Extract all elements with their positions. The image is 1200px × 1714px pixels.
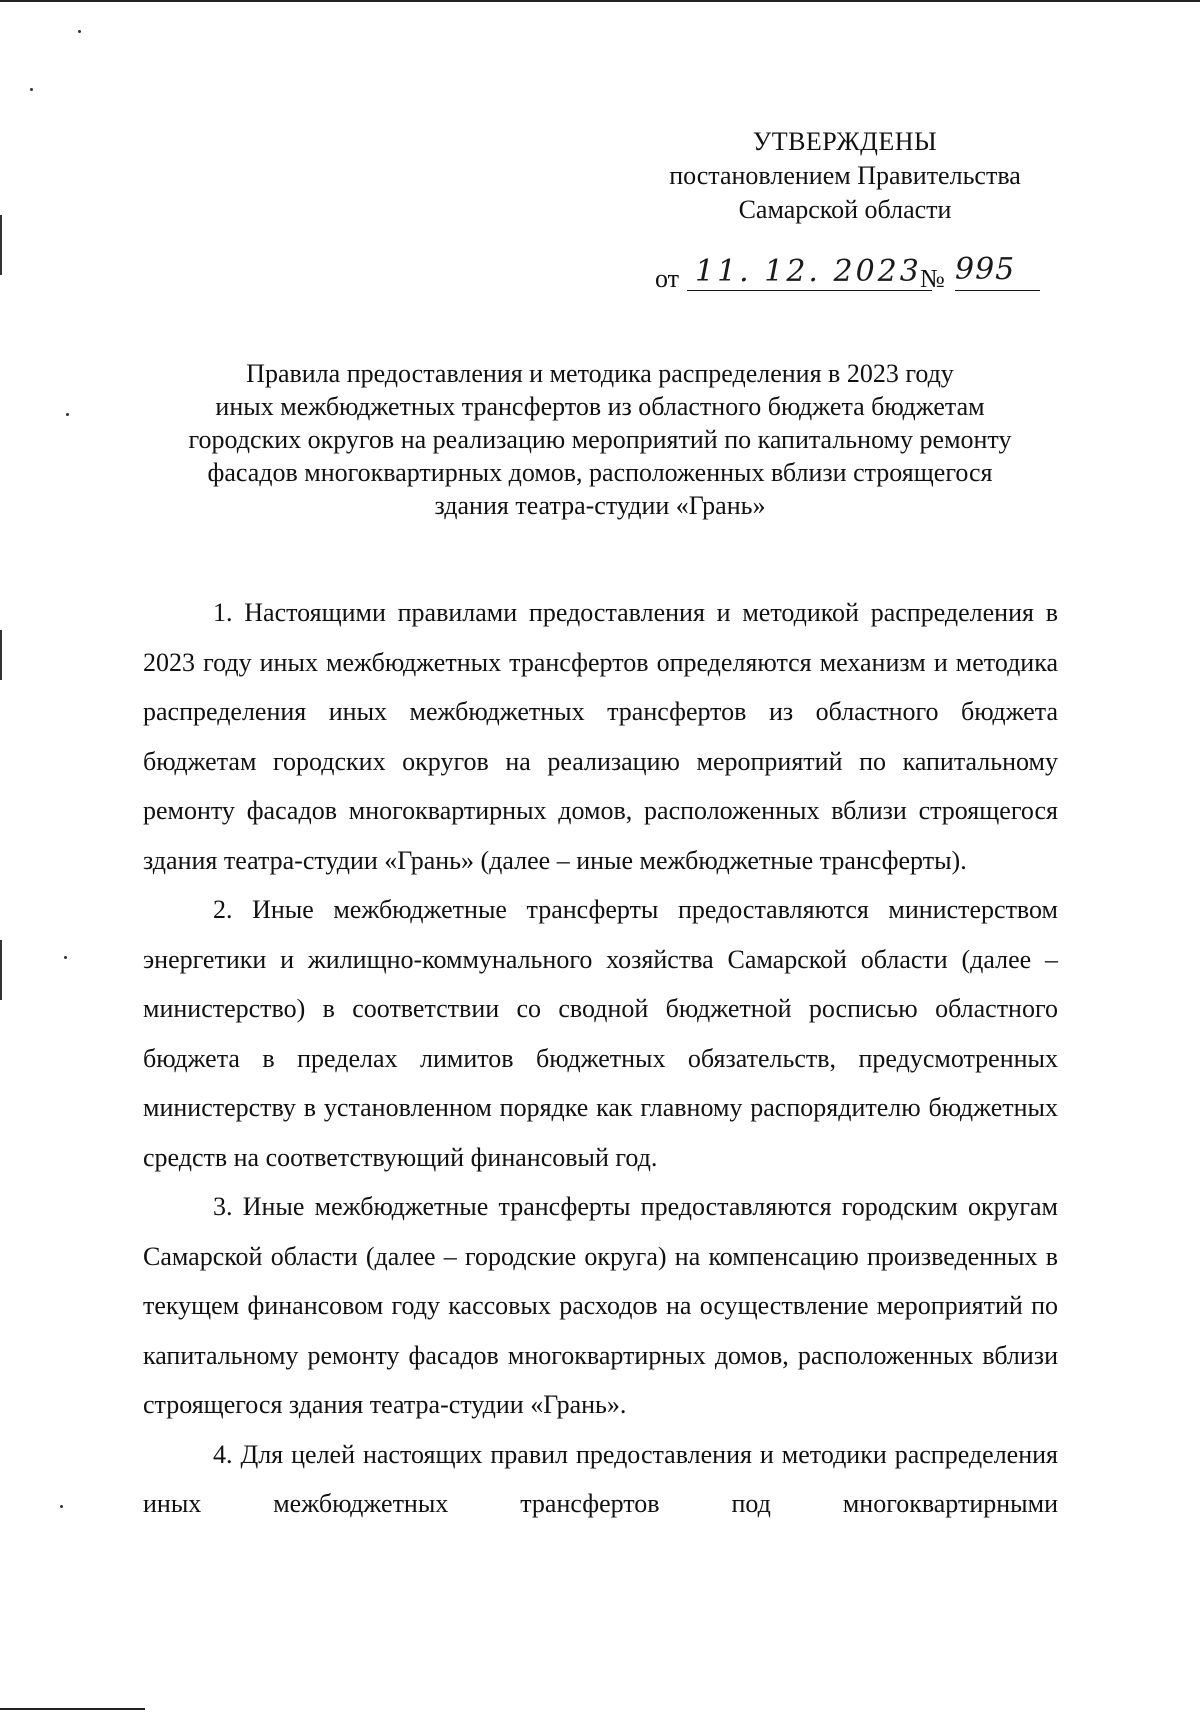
date-label: от [655,264,680,293]
document-title [140,357,1060,522]
title-line: здания театра-студии «Грань» [434,491,766,520]
scan-speck [30,88,33,91]
number-label: № [920,264,945,293]
approval-line-2: Самарской области [738,195,952,224]
document-body [143,588,1058,1529]
scan-speck [60,1505,63,1508]
scan-speck [66,413,69,416]
document-reference [655,252,1055,298]
paragraph-3: 3. Иные межбюджетные трансферты предоставляются городским округам Самарской области (далее – городские округа) на компенсацию произведенных в текущем финансовом году кассовых расходов на осуществление мероприятий по капитальному ремонту фасадов многоквартирных домов, расположенных вблизи строящегося здания театра-студии «Грань». [143,1192,1058,1419]
scan-edge-bottom [0,1708,145,1710]
approval-line-1: постановлением Правительства [669,161,1021,190]
handwritten-number: 995 [955,252,1016,287]
title-line: иных межбюджетных трансфертов из областного бюджета бюджетам [215,392,985,421]
scan-edge-mark [0,940,2,1000]
scan-edge-mark [0,630,2,680]
number-underline [955,290,1040,291]
title-line: фасадов многоквартирных домов, расположенных вблизи строящегося [207,458,993,487]
approval-title: УТВЕРЖДЕНЫ [752,127,938,156]
date-underline [687,290,932,291]
scan-edge-mark [0,215,2,275]
title-line: Правила предоставления и методика распределения в 2023 году [246,359,954,388]
approval-block [620,125,1070,227]
scan-speck [64,956,67,959]
paragraph-1: 1. Настоящими правилами предоставления и методикой распределения в 2023 году иных межбюджетных трансфертов определяются механизм и методика распределения иных межбюджетных трансфертов из областного бюджета бюджетам городских округов на реализацию мероприятий по капитальному ремонту фасадов многоквартирных домов, расположенных вблизи строящегося здания театра-студии «Грань» (далее – иные межбюджетные трансферты). [143,598,1058,875]
paragraph-4: 4. Для целей настоящих правил предоставления и методики распределения иных межбюджетных трансфертов под многоквартирными [143,1439,1058,1518]
scan-edge-top [0,0,1200,2]
title-line: городских округов на реализацию мероприятий по капитальному ремонту [188,425,1012,454]
scan-speck [78,30,81,33]
paragraph-2: 2. Иные межбюджетные трансферты предоставляются министерством энергетики и жилищно-коммунального хозяйства Самарской области (далее – министерство) в соответствии со сводной бюджетной росписью областного бюджета в пределах лимитов бюджетных обязательств, предусмотренных министерству в установленном порядке как главному распорядителю бюджетных средств на соответствующий финансовый год. [143,895,1058,1172]
handwritten-date: 11. 12. 2023 [695,254,922,289]
